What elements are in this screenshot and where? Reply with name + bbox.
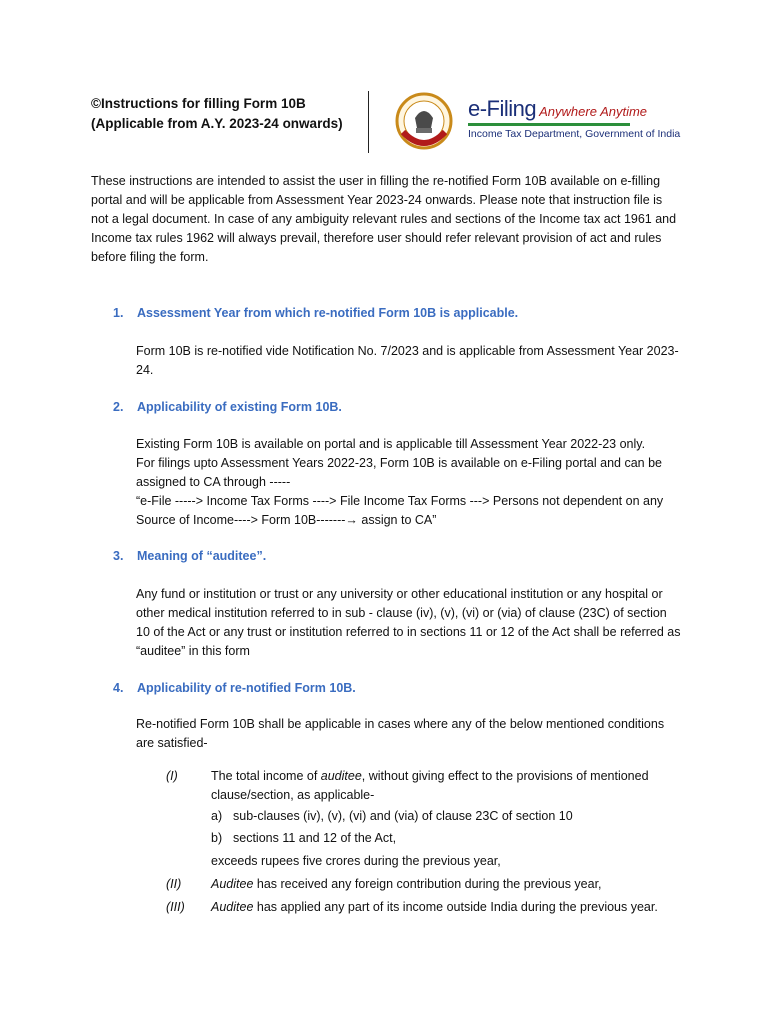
logo-rule <box>468 123 630 126</box>
condition-1-sub-b <box>211 829 396 848</box>
section-2-number: 2. <box>113 400 124 414</box>
section-4-heading <box>113 679 356 698</box>
condition-1-label: (I) <box>166 769 178 783</box>
sub-a-text: sub-clauses (iv), (v), (vi) and (via) of clause 23C of section 10 <box>233 809 573 823</box>
condition-2-auditee: Auditee <box>211 877 254 891</box>
section-1-heading <box>113 304 518 323</box>
condition-3-post: has applied any part of its income outside India during the previous year. <box>253 900 658 914</box>
sub-b-text: sections 11 and 12 of the Act, <box>233 831 397 845</box>
section-2-line-2: For filings upto Assessment Years 2022-23, Form 10B is available on e-Filing portal and can be assigned to CA through ----- <box>136 456 662 489</box>
section-1-number: 1. <box>113 306 124 320</box>
condition-2-label: (II) <box>166 877 182 891</box>
department-name: Income Tax Department, Government of India <box>468 128 681 140</box>
condition-1-auditee: auditee <box>320 769 362 783</box>
section-1-title: Assessment Year from which re-notified Form 10B is applicable. <box>137 306 519 320</box>
intro-paragraph: These instructions are intended to assist the user in filling the re-notified Form 10B available on e-filling portal and will be applicable from Assessment Year 2023-24 onwards. Please note that instruction file is not a legal document. In case of any ambiguity relevant rules and sections of the Income tax act 1961 and Income tax rules 1962 will always prevail, therefore user should refer relevant provision of act and rules before filing the form. <box>91 174 677 264</box>
section-2-path: “e-File -----> Income Tax Forms ----> File Income Tax Forms ---> Persons not dependent on any Source of Income----> Form 10B-------→ assign to CA” <box>136 494 664 527</box>
sub-a-label: a) <box>211 809 223 823</box>
section-1-body: Form 10B is re-notified vide Notification No. 7/2023 and is applicable from Assessment Year 2023-24. <box>136 344 679 377</box>
condition-1-pre: The total income of <box>211 769 321 783</box>
condition-2-post: has received any foreign contribution during the previous year, <box>253 877 602 891</box>
header-divider <box>368 91 369 153</box>
section-2-title: Applicability of existing Form 10B. <box>137 400 342 414</box>
section-2-heading <box>113 398 342 417</box>
efiling-tagline: Anywhere Anytime <box>539 104 648 119</box>
condition-3-auditee: Auditee <box>211 900 254 914</box>
section-2-body <box>136 435 681 530</box>
section-2-line-1: Existing Form 10B is available on portal and is applicable till Assessment Year 2022-23 only. <box>136 437 646 451</box>
condition-1-post: , without giving effect to the provisions of mentioned clause/section, as applicable- <box>211 769 649 802</box>
section-4-title: Applicability of re-notified Form 10B. <box>137 681 356 695</box>
condition-1-sub-a <box>211 807 573 826</box>
condition-2-text <box>211 875 681 894</box>
condition-1-text <box>211 767 681 805</box>
section-4-number: 4. <box>113 681 124 695</box>
section-4-body: Re-notified Form 10B shall be applicable in cases where any of the below mentioned conditions are satisfied- <box>136 717 665 750</box>
condition-3-text <box>211 898 681 917</box>
section-3-body: Any fund or institution or trust or any university or other educational institution or any hospital or other medical institution referred to in sub - clause (iv), (v), (vi) or (via) of clause (23C) of section 10 of the Act or any trust or institution referred to in sections 11 or 12 of the Act shall be referred as “auditee” in this form <box>136 587 681 658</box>
sub-b-label: b) <box>211 831 223 845</box>
section-3-number: 3. <box>113 549 124 563</box>
title-line-1: ©Instructions for filling Form 10B <box>91 96 306 111</box>
section-3-heading <box>113 547 266 566</box>
document-title <box>91 94 343 134</box>
condition-1-tail: exceeds rupees five crores during the previous year, <box>211 854 501 868</box>
efiling-brand: e-Filing <box>468 96 537 121</box>
section-3-title: Meaning of “auditee”. <box>137 549 267 563</box>
condition-3-label: (III) <box>166 900 185 914</box>
title-line-2: (Applicable from A.Y. 2023-24 onwards) <box>91 116 343 131</box>
efiling-logo <box>468 96 647 122</box>
national-emblem-icon <box>395 92 453 150</box>
